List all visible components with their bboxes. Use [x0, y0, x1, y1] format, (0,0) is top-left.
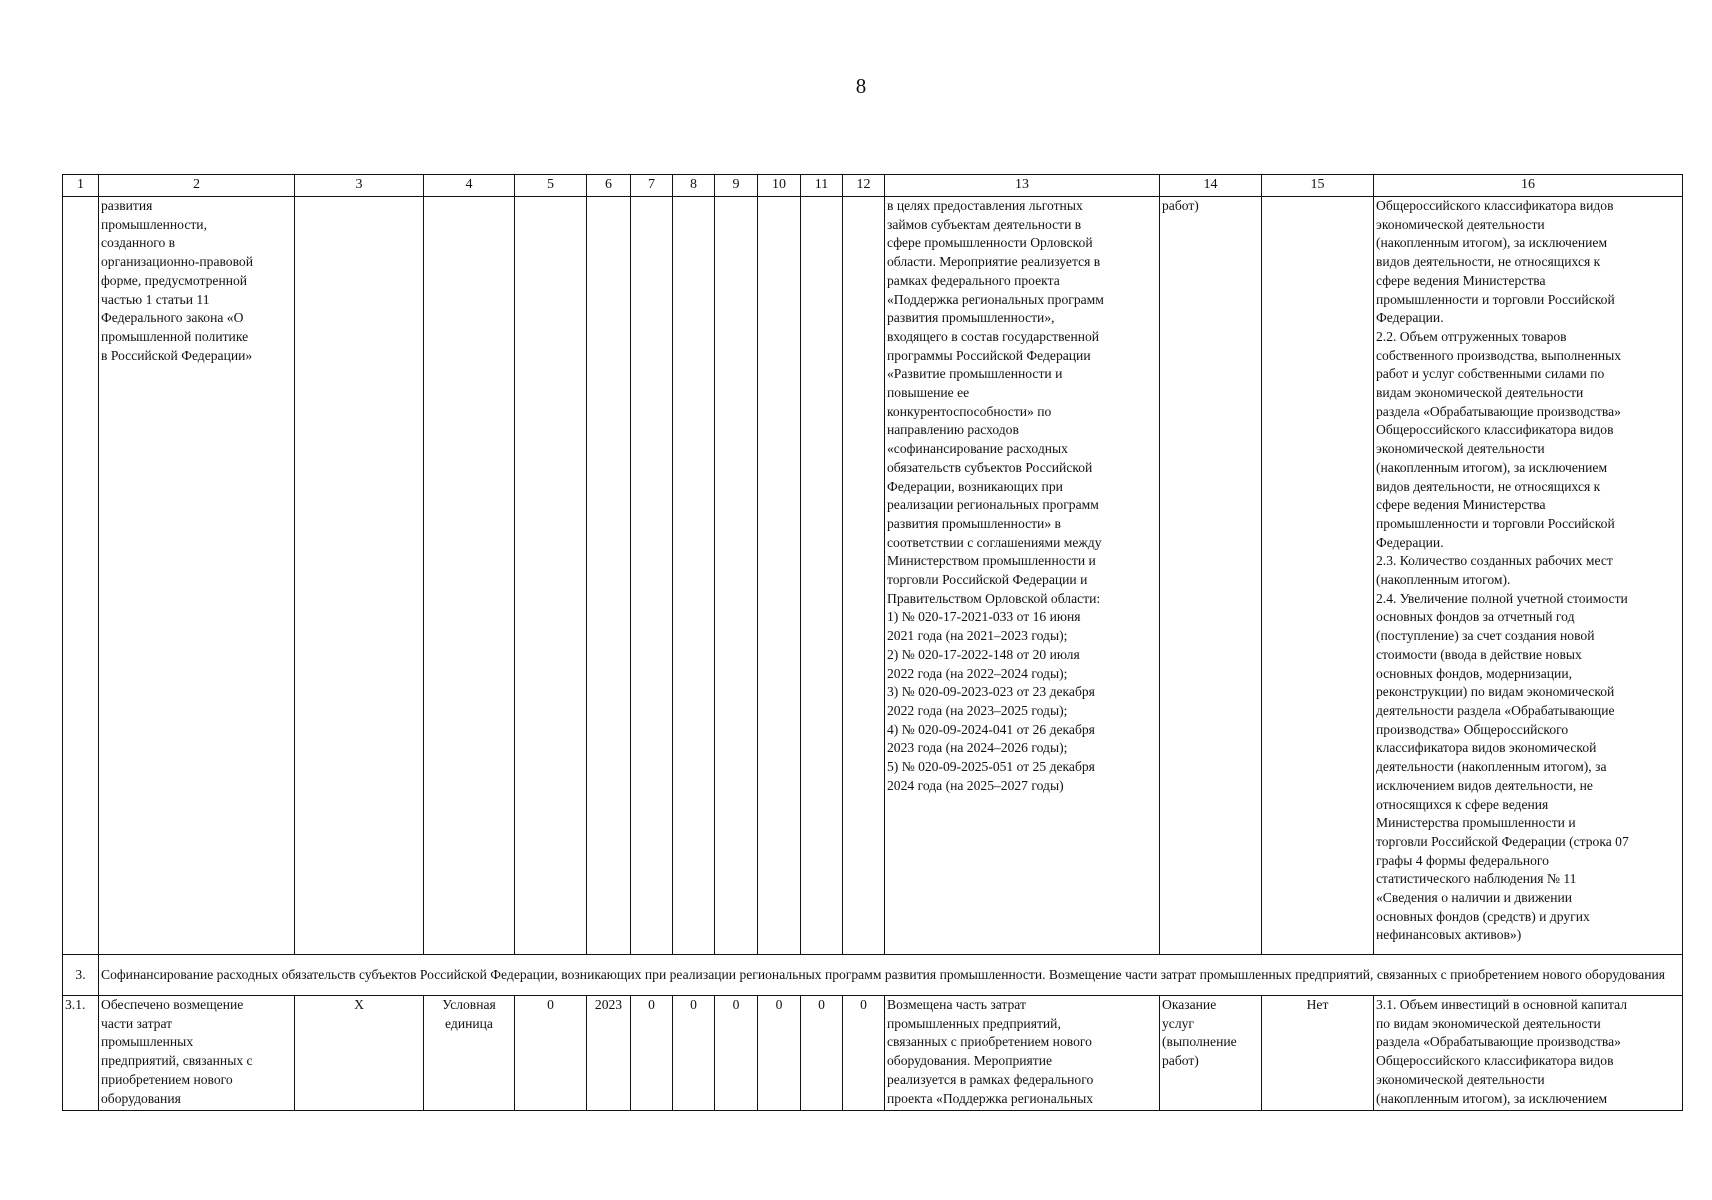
row-3-1-cell-3: X — [295, 996, 424, 1111]
cont-cell-13: в целях предоставления льготных займов субъектам деятельности в сфере промышленности Орловской области. Мероприятие реализуется в рамках федерального проекта «Поддержка региональных программ развития промышленности», входящего в состав государственной программы Российской Федерации «Развитие промышленности и повышение ее конкурентоспособности» по направлению расходов «софинансирование расходных обязательств субъектов Российской Федерации, возникающих при реализации региональных программ развития промышленности» в соответствии с соглашениями между Министерством промышленности и торговли Российской Федерации и Правительством Орловской области: 1) № 020-17-2021-033 от 16 июня 2021 года (на 2021–2023 годы); 2) № 020-17-2022-148 от 20 июля 2022 года (на 2022–2024 годы); 3) № 020-09-2023-023 от 23 декабря 2022 года (на 2023–2025 годы); 4) № 020-09-2024-041 от 26 декабря 2023 года (на 2024–2026 годы); 5) № 020-09-2025-051 от 25 декабря 2024 года (на 2025–2027 годы) — [885, 197, 1160, 955]
row-3-1-cell-12: 0 — [843, 996, 885, 1111]
column-number-9: 9 — [715, 175, 758, 197]
row-3-1-cell-15: Нет — [1262, 996, 1374, 1111]
cont-cell-5 — [515, 197, 587, 955]
row-3-1-cell-5: 0 — [515, 996, 587, 1111]
column-number-2: 2 — [99, 175, 295, 197]
row-3-1-cell-8: 0 — [673, 996, 715, 1111]
document-table — [62, 174, 1683, 1111]
row-3-1-cell-7: 0 — [631, 996, 673, 1111]
cont-cell-15 — [1262, 197, 1374, 955]
row-3-1-cell-1: 3.1. — [63, 996, 99, 1111]
cont-cell-10 — [758, 197, 801, 955]
column-number-16: 16 — [1374, 175, 1683, 197]
column-number-15: 15 — [1262, 175, 1374, 197]
column-number-6: 6 — [587, 175, 631, 197]
column-number-7: 7 — [631, 175, 673, 197]
cont-cell-8 — [673, 197, 715, 955]
column-number-11: 11 — [801, 175, 843, 197]
row-3-1-cell-16: 3.1. Объем инвестиций в основной капитал по видам экономической деятельности раздела «Обрабатывающие производства» Общероссийского классификатора видов экономической деятельности (накопленным итогом), за исключением — [1374, 996, 1683, 1111]
row-3-1-cell-14: Оказание услуг (выполнение работ) — [1160, 996, 1262, 1111]
column-number-3: 3 — [295, 175, 424, 197]
cont-cell-12 — [843, 197, 885, 955]
row-3-1-cell-10: 0 — [758, 996, 801, 1111]
table-row — [63, 996, 1683, 1111]
row-3-1-cell-9: 0 — [715, 996, 758, 1111]
column-number-1: 1 — [63, 175, 99, 197]
column-number-row — [63, 175, 1683, 197]
cont-cell-3 — [295, 197, 424, 955]
continuation-row — [63, 197, 1683, 955]
column-number-13: 13 — [885, 175, 1160, 197]
cont-cell-4 — [424, 197, 515, 955]
column-number-14: 14 — [1160, 175, 1262, 197]
cont-cell-2: развития промышленности, созданного в организационно-правовой форме, предусмотренной частью 1 статьи 11 Федерального закона «О промышленной политике в Российской Федерации» — [99, 197, 295, 955]
column-number-5: 5 — [515, 175, 587, 197]
cont-cell-14: работ) — [1160, 197, 1262, 955]
cont-cell-11 — [801, 197, 843, 955]
column-number-8: 8 — [673, 175, 715, 197]
section-row — [63, 955, 1683, 996]
cont-cell-9 — [715, 197, 758, 955]
column-number-10: 10 — [758, 175, 801, 197]
row-3-1-cell-4: Условная единица — [424, 996, 515, 1111]
row-3-1-cell-6: 2023 — [587, 996, 631, 1111]
column-number-12: 12 — [843, 175, 885, 197]
cont-cell-6 — [587, 197, 631, 955]
cont-cell-1 — [63, 197, 99, 955]
row-3-1-cell-13: Возмещена часть затрат промышленных предприятий, связанных с приобретением нового оборудования. Мероприятие реализуется в рамках федерального проекта «Поддержка региональных — [885, 996, 1160, 1111]
cont-cell-7 — [631, 197, 673, 955]
page-number: 8 — [855, 74, 867, 98]
section-number: 3. — [63, 955, 99, 996]
section-title: Софинансирование расходных обязательств субъектов Российской Федерации, возникающих при реализации региональных программ развития промышленности. Возмещение части затрат промышленных предприятий, связанных с приобретением нового оборудования — [99, 955, 1683, 996]
row-3-1-cell-2: Обеспечено возмещение части затрат промышленных предприятий, связанных с приобретением нового оборудования — [99, 996, 295, 1111]
column-number-4: 4 — [424, 175, 515, 197]
cont-cell-16: Общероссийского классификатора видов экономической деятельности (накопленным итогом), за исключением видов деятельности, не относящихся к сфере ведения Министерства промышленности и торговли Российской Федерации. 2.2. Объем отгруженных товаров собственного производства, выполненных работ и услуг собственными силами по видам экономической деятельности раздела «Обрабатывающие производства» Общероссийского классификатора видов экономической деятельности (накопленным итогом), за исключением видов деятельности, не относящихся к сфере ведения Министерства промышленности и торговли Российской Федерации. 2.3. Количество созданных рабочих мест (накопленным итогом). 2.4. Увеличение полной учетной стоимости основных фондов за отчетный год (поступление) за счет создания новой стоимости (ввода в действие новых основных фондов, модернизации, реконструкции) по видам экономической деятельности раздела «Обрабатывающие производства» Общероссийского классификатора видов экономической деятельности (накопленным итогом), за исключением видов деятельности, не относящихся к сфере ведения Министерства промышленности и торговли Российской Федерации (строка 07 графы 4 формы федерального статистического наблюдения № 11 «Сведения о наличии и движении основных фондов (средств) и других нефинансовых активов») — [1374, 197, 1683, 955]
row-3-1-cell-11: 0 — [801, 996, 843, 1111]
